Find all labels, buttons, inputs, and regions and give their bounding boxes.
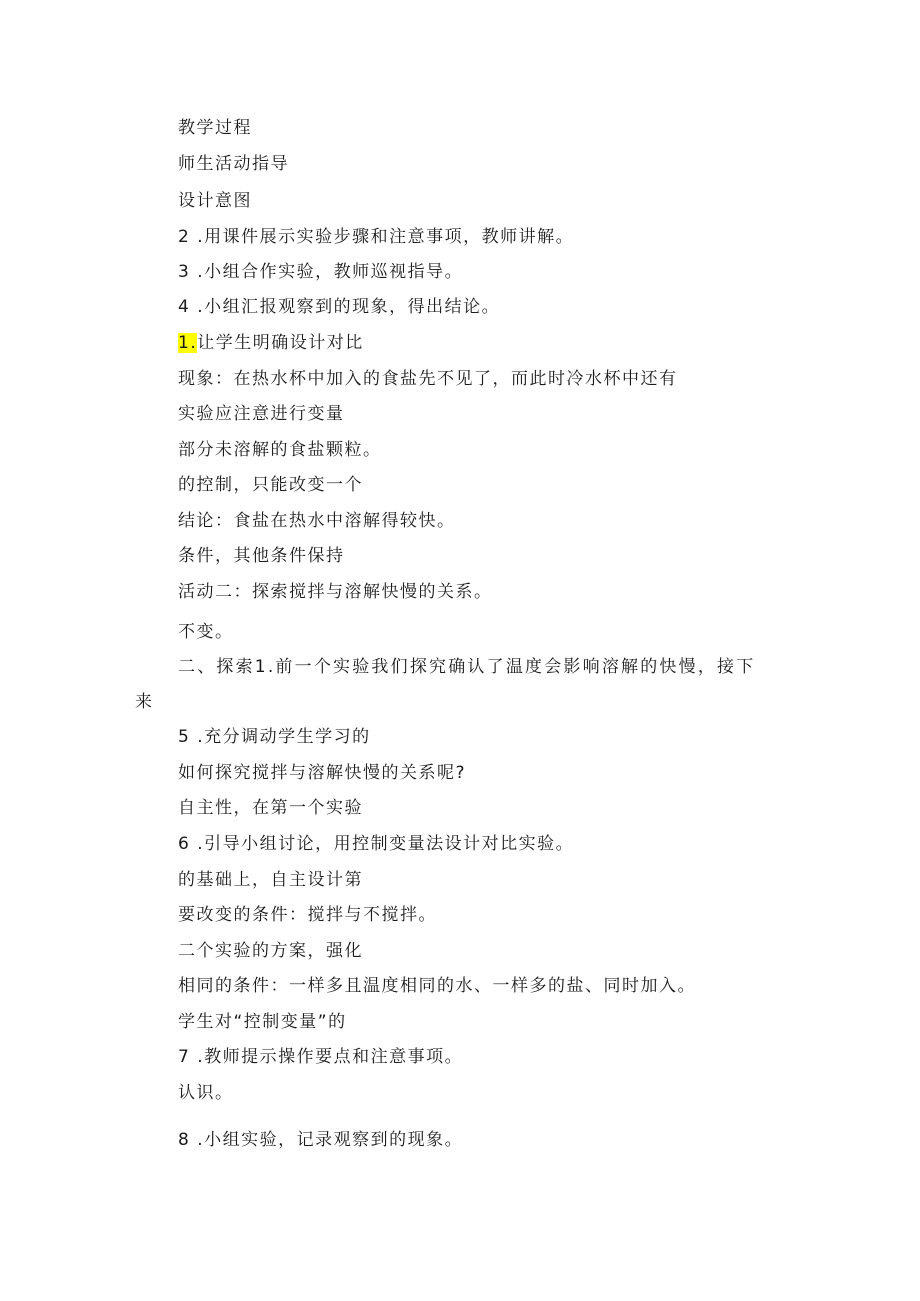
intent-line-autonomy: 自主性，在第一个实验 (178, 798, 363, 818)
intent-line-unchanged: 不变。 (178, 622, 234, 642)
intent-1-text: 让学生明确设计对比 (197, 333, 364, 353)
intent-5-line: 5 .充分调动学生学习的 (178, 727, 371, 747)
intent-line-variable: 实验应注意进行变量 (178, 404, 345, 424)
step-8-line: 8 .小组实验，记录观察到的现象。 (178, 1130, 464, 1150)
intent-line-control: 的控制，只能改变一个 (178, 475, 363, 495)
same-conditions-line: 相同的条件：一样多且温度相同的水、一样多的盐、同时加入。 (178, 976, 696, 996)
intent-line-conditions: 条件，其他条件保持 (178, 546, 345, 566)
step-7-line: 7 .教师提示操作要点和注意事项。 (178, 1047, 464, 1067)
phenomenon-cont-line: 部分未溶解的食盐颗粒。 (178, 440, 382, 460)
intent-line-basis: 的基础上，自主设计第 (178, 870, 363, 890)
step-6-line: 6 .引导小组讨论，用控制变量法设计对比实验。 (178, 834, 575, 854)
explore-line-cont: 来 (135, 692, 154, 712)
intent-1-line (178, 332, 364, 354)
heading-teaching-process: 教学过程 (178, 118, 252, 138)
intent-line-recognition: 认识。 (178, 1083, 234, 1103)
step-3-line: 3 .小组合作实验，教师巡视指导。 (178, 262, 464, 282)
phenomenon-line: 现象：在热水杯中加入的食盐先不见了，而此时冷水杯中还有 (178, 369, 678, 389)
changed-condition-line: 要改变的条件：搅拌与不搅拌。 (178, 905, 437, 925)
heading-activity-guidance: 师生活动指导 (178, 154, 289, 174)
step-4-line: 4 .小组汇报观察到的现象，得出结论。 (178, 297, 501, 317)
explore-line: 二、探索1.前一个实验我们探究确认了温度会影响溶解的快慢，接下 (178, 657, 756, 677)
activity-two-line: 活动二：探索搅拌与溶解快慢的关系。 (178, 582, 493, 602)
step-2-line: 2 .用课件展示实验步骤和注意事项，教师讲解。 (178, 227, 575, 247)
heading-design-intent: 设计意图 (178, 191, 252, 211)
intent-line-second-plan: 二个实验的方案，强化 (178, 941, 363, 961)
intent-line-control-variable: 学生对“控制变量”的 (178, 1012, 347, 1032)
conclusion-line: 结论：食盐在热水中溶解得较快。 (178, 511, 456, 531)
question-line: 如何探究搅拌与溶解快慢的关系呢? (178, 763, 467, 783)
highlighted-number-marker: 1. (178, 333, 198, 353)
